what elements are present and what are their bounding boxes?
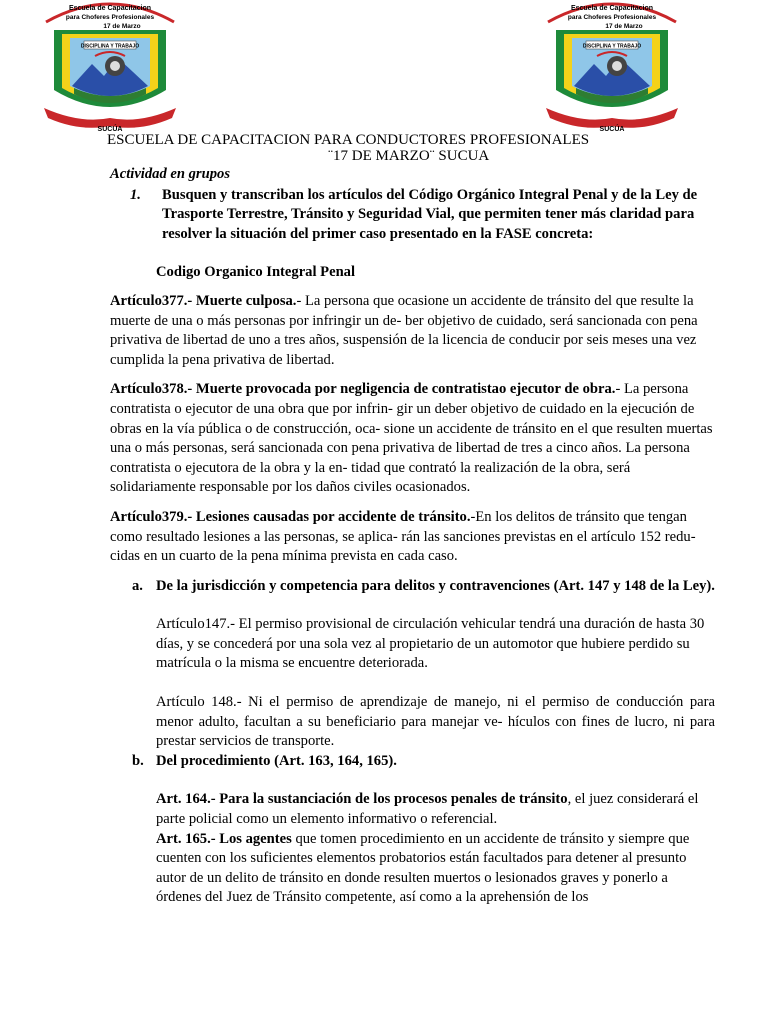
article-378: [110, 380, 715, 498]
list-marker: b.: [132, 752, 144, 769]
logo-arc-text-2: para Choferes Profesionales: [65, 14, 155, 21]
logo-banner: DISCIPLINA Y TRABAJO: [582, 43, 642, 50]
article-list: [110, 577, 715, 908]
article-147: Artículo147.- El permiso provisional de circulación vehicular tendrá una duración de hasta 30 días, y se concederá por una sola vez al propietario de un automotor que hubiere perdido su matrícula o la misma se encuentre deteriorada.: [156, 616, 705, 672]
document-body: [110, 165, 715, 908]
logo-motto: 17 de Marzo: [103, 23, 141, 30]
school-logo-right: [542, 0, 682, 132]
logo-arc-text: Escuela de Capacitacion: [68, 5, 152, 12]
list-marker: a.: [132, 577, 143, 594]
article-164: [156, 790, 715, 829]
article-148: Artículo 148.- Ni el permiso de aprendizaje de manejo, ni el permiso de conducción para menor adulto, facultan a su beneficiario para manejar ve- hículos con fines de lucro, ni para prestar servicios de transporte.: [156, 694, 715, 750]
article-head: Artículo377.- Muerte culposa.: [110, 292, 297, 309]
school-subtitle: ¨17 DE MARZO¨ SUCUA: [328, 148, 490, 164]
logo-banner: DISCIPLINA Y TRABAJO: [80, 43, 140, 50]
list-item-b: [110, 752, 715, 772]
activity-title: Actividad en grupos: [110, 166, 230, 182]
list-item-a: [110, 577, 715, 597]
article-head: Artículo378.- Muerte provocada por negligencia de contratistao ejecutor de obra.: [110, 381, 616, 398]
task-item: [110, 186, 715, 245]
article-body: - La persona contratista o ejecutor de una obra que por infrin- gir un deber objetivo de cuidado en la ejecución de obras en la vía pública o de construcción, oca- sione un accidente de tránsito en el que resulten muertas una o más personas, será sancionada con pena privativa de libertad de tres a cinco años. La persona contratista o ejecutora de la obra y la en- tidad que contrató la realización de la obra, será solidariamente responsable por los daños civiles ocasionados.: [110, 381, 713, 496]
list-item-title: Del procedimiento (Art. 163, 164, 165).: [156, 752, 397, 769]
article-head: Art. 165.- Los agentes: [156, 830, 292, 847]
article-body: -En los delitos de tránsito que tengan como resultado lesiones a las personas, se aplica- rán las sanciones previstas en el artículo 152 redu- cidas en un cuarto de la pena mínima prevista en cada caso.: [110, 508, 696, 565]
article-379: [110, 508, 715, 567]
article-body: - La persona que ocasione un accidente de tránsito del que resulte la muerte de una o más personas por infringir un de- ber objetivo de cuidado, será sancionada con pena privativa de libertad de uno a tres años, suspensión de la licencia de conducir por seis meses una vez cumplida la pena privativa de libertad.: [110, 292, 698, 368]
task-number: 1.: [130, 186, 141, 203]
article-body: que tomen procedimiento en un accidente de tránsito y siempre que cuenten con los suficientes elementos probatorios están facultados para detener al presunto autor de un delito de tránsito en donde resulten muertos o lesionados graves y ponerlo a órdenes del Juez de Tránsito competente, así como a la aprehensión de los: [156, 830, 690, 906]
logo-arc-text-2: para Choferes Profesionales: [567, 14, 657, 21]
list-item-title: De la jurisdicción y competencia para delitos y contravenciones (Art. 147 y 148 de la Ley).: [156, 577, 715, 594]
article-body: , el juez considerará el parte policial como un elemento informativo o referencial.: [156, 791, 699, 828]
logo-place: SUCÚA: [599, 126, 625, 132]
article-377: [110, 292, 715, 370]
article-head: Artículo379.- Lesiones causadas por accidente de tránsito.: [110, 508, 471, 525]
school-name: ESCUELA DE CAPACITACION PARA CONDUCTORES PROFESIONALES: [107, 132, 590, 148]
logo-arc-text: Escuela de Capacitacion: [570, 5, 654, 12]
article-165: [156, 830, 715, 908]
logo-motto: 17 de Marzo: [605, 23, 643, 30]
task-text: Busquen y transcriban los artículos del Código Orgánico Integral Penal y de la Ley de Trasporte Terrestre, Tránsito y Seguridad Vial, que permiten tener más claridad para resolver la situación del primer caso presentado en la FASE concreta:: [162, 186, 698, 242]
coip-title: Codigo Organico Integral Penal: [156, 264, 356, 281]
logo-place: SUCÚA: [97, 126, 123, 132]
article-head: Art. 164.- Para la sustanciación de los procesos penales de tránsito: [156, 791, 568, 808]
school-logo-left: [40, 0, 180, 132]
